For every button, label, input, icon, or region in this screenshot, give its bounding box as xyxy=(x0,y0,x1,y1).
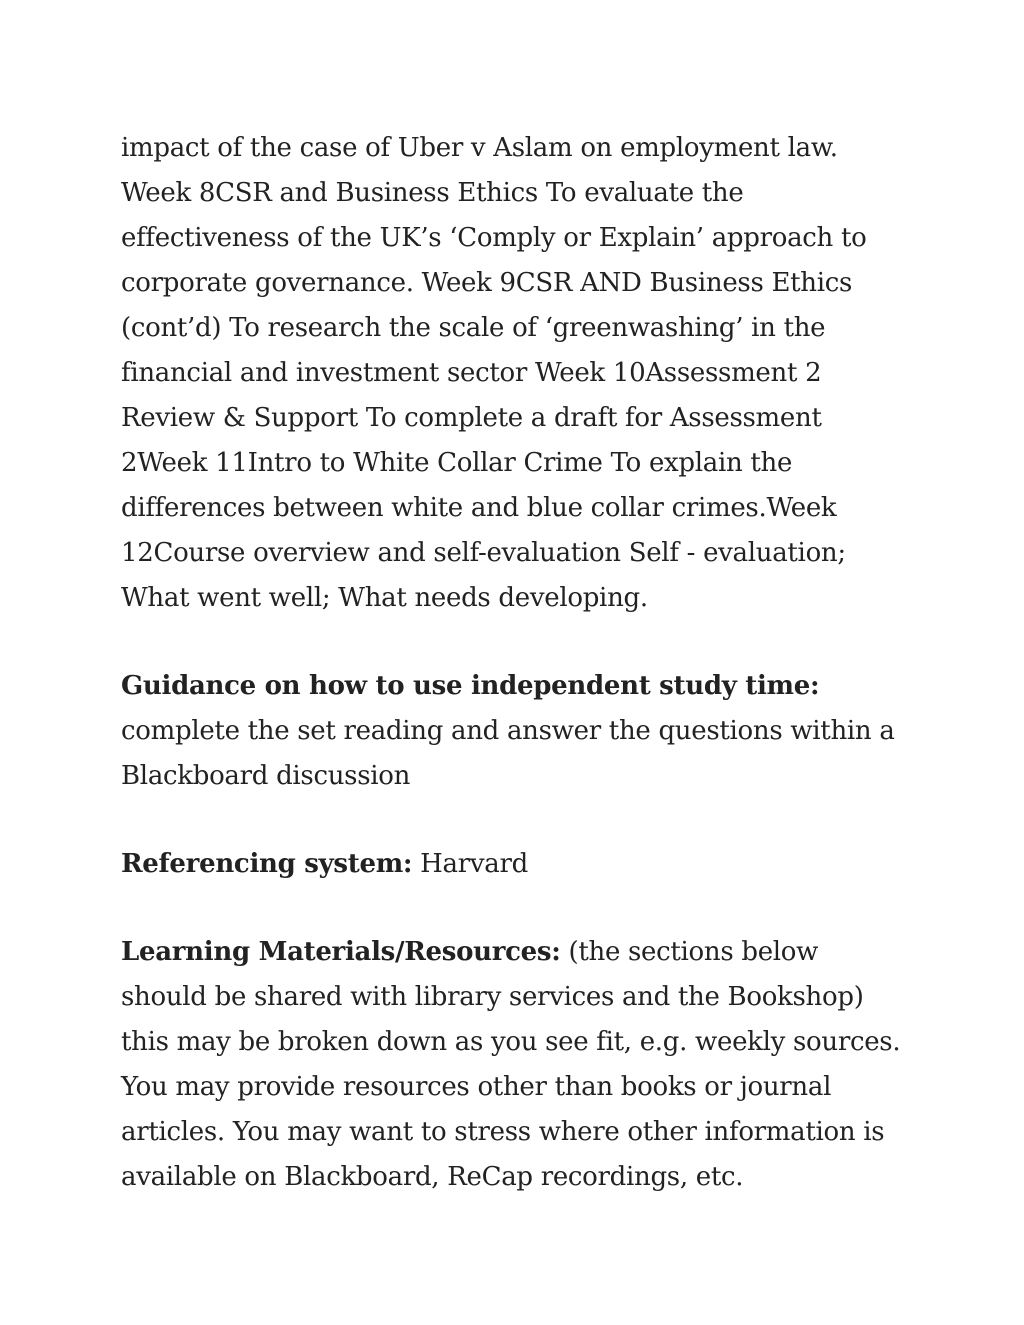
document-page xyxy=(121,126,901,1243)
learning-materials-text: (the sections below should be shared with library services and the Bookshop) this may be broken down as you see fit, e.g. weekly sources. You may provide resources other than books or journal articles. You may want to stress where other information is available on Blackboard, ReCap recordings, etc. xyxy=(121,937,901,1192)
referencing-paragraph xyxy=(121,842,901,887)
referencing-text: Harvard xyxy=(412,849,528,879)
study-guidance-text: complete the set reading and answer the questions within a Blackboard discussion xyxy=(121,716,895,791)
schedule-paragraph xyxy=(121,126,901,621)
study-guidance-paragraph xyxy=(121,664,901,799)
referencing-label: Referencing system: xyxy=(121,849,413,879)
learning-materials-label: Learning Materials/Resources: xyxy=(121,937,561,967)
learning-materials-paragraph xyxy=(121,930,901,1200)
schedule-text: impact of the case of Uber v Aslam on employment law. Week 8CSR and Business Ethics To evaluate the effectiveness of the UK’s ‘Comply or Explain’ approach to corporate governance. Week 9CSR AND Business Ethics (cont’d) To research the scale of ‘greenwashing’ in the financial and investment sector Week 10Assessment 2 Review & Support To complete a draft for Assessment 2Week 11Intro to White Collar Crime To explain the differences between white and blue collar crimes.Week 12Course overview and self-evaluation Self - evaluation; What went well; What needs developing. xyxy=(121,133,867,613)
study-guidance-label: Guidance on how to use independent study time: xyxy=(121,671,820,701)
